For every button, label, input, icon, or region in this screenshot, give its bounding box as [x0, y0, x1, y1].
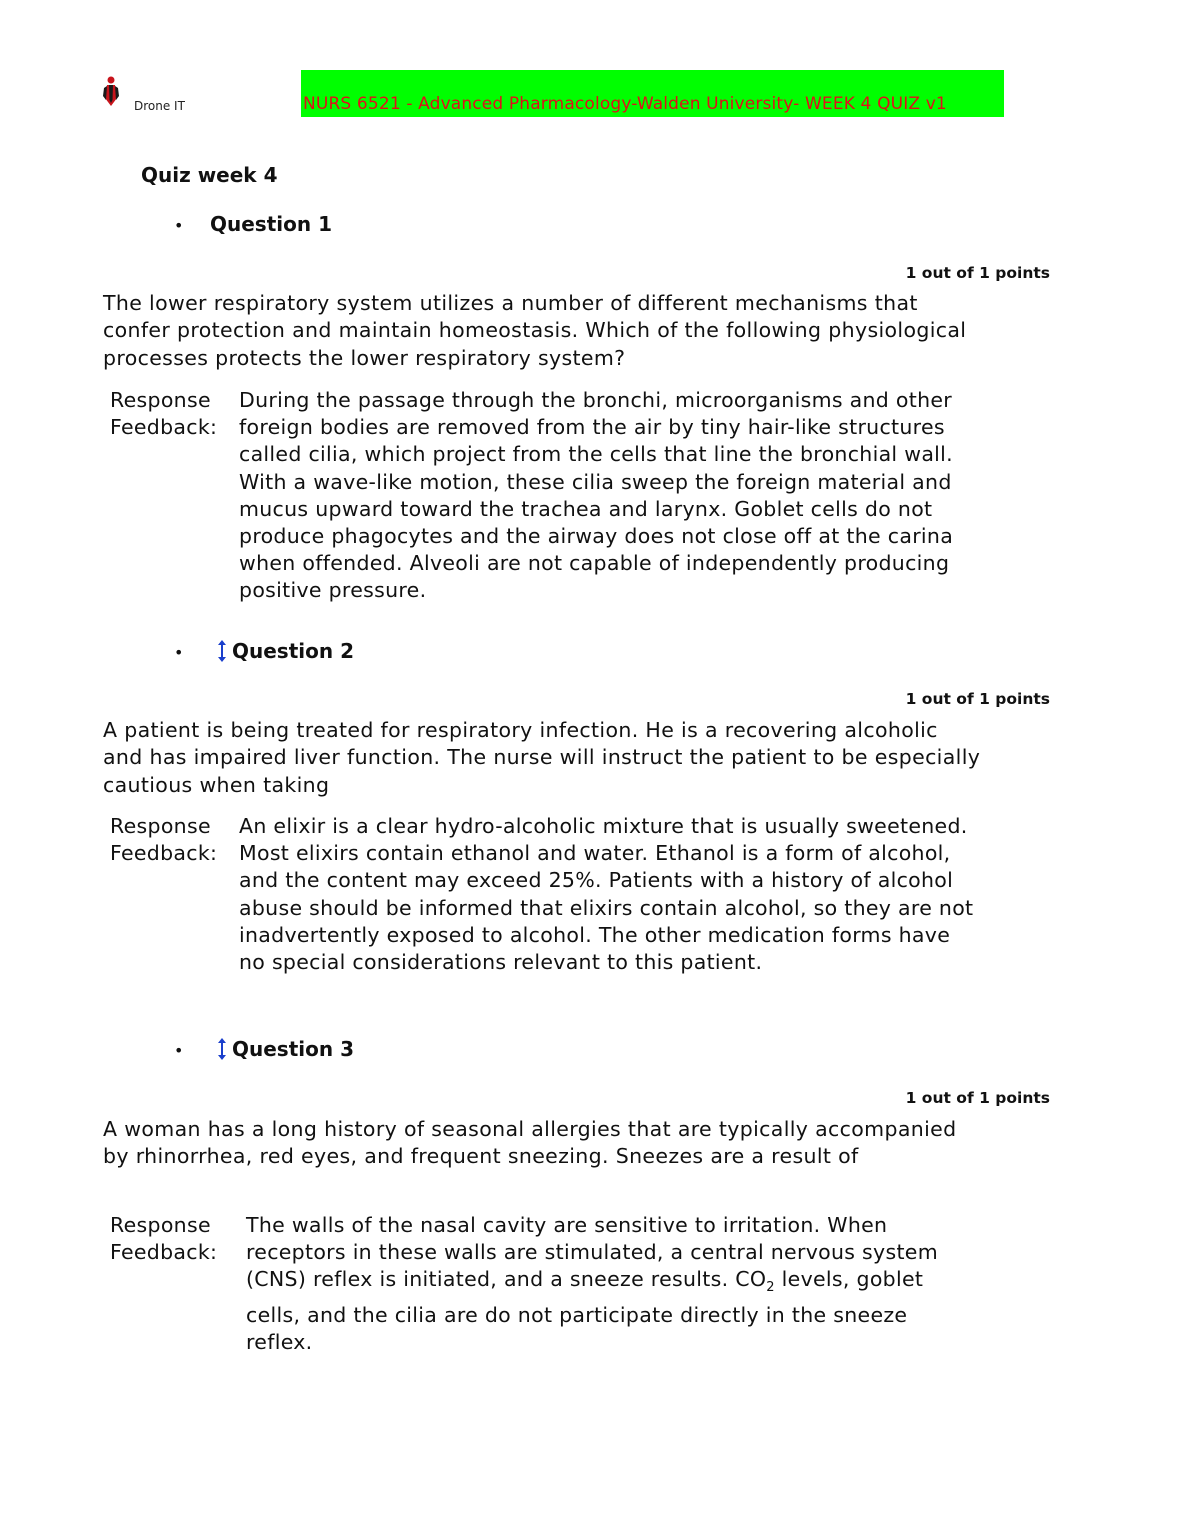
question-3-feedback: The walls of the nasal cavity are sensitive to irritation. When receptors in these walls are stimulated, a central nervous system (CNS) reflex is initiated, and a sneeze results. $CO_2$ levels, goblet cells, and the cilia are do not participate directly in the sneeze reflex. [246, 1213, 938, 1354]
question-1-feedback-label: Response Feedback: [110, 388, 218, 440]
drone-it-logo-icon [100, 76, 122, 110]
question-2-feedback-label: Response Feedback: [110, 814, 218, 866]
move-vertical-icon[interactable] [216, 1037, 228, 1061]
title-banner [301, 70, 1004, 117]
bullet: • [174, 216, 184, 235]
question-1-text: The lower respiratory system utilizes a number of different mechanisms that confer protection and maintain homeostasis. Which of the following physiological processes protects the lower respiratory system? [103, 291, 967, 370]
question-1-feedback: During the passage through the bronchi, microorganisms and other foreign bodies are removed from the air by tiny hair-like structures called cilia, which project from the cells that line the bronchial wall. With a wave-like motion, these cilia sweep the foreign material and mucus upward toward the trachea and larynx. Goblet cells do not produce phagocytes and the airway does not close off at the carina when offended. Alveoli are not capable of independently producing positive pressure. [239, 388, 954, 603]
question-3-points: 1 out of 1 points [905, 1089, 1050, 1107]
bullet: • [174, 643, 184, 662]
question-2-text: A patient is being treated for respiratory infection. He is a recovering alcoholic and has impaired liver function. The nurse will instruct the patient to be especially cautious when taking [103, 718, 981, 797]
question-2-label: Question 2 [232, 639, 354, 663]
question-2-feedback: An elixir is a clear hydro-alcoholic mixture that is usually sweetened. Most elixirs contain ethanol and water. Ethanol is a form of alcohol, and the content may exceed 25%. Patients with a history of alcohol abuse should be informed that elixirs contain alcohol, so they are not inadvertently exposed to alcohol. The other medication forms have no special considerations relevant to this patient. [239, 814, 974, 975]
brand-name: Drone IT [134, 99, 185, 113]
bullet: • [174, 1041, 184, 1060]
question-1-label: Question 1 [210, 212, 332, 236]
quiz-title: Quiz week 4 [141, 163, 278, 187]
question-3-text: A woman has a long history of seasonal allergies that are typically accompanied by rhinorrhea, red eyes, and frequent sneezing. Sneezes are a result of [103, 1117, 957, 1169]
question-2-points: 1 out of 1 points [905, 690, 1050, 708]
question-3-label: Question 3 [232, 1037, 354, 1061]
banner-title: NURS 6521 - Advanced Pharmacology-Walden University- WEEK 4 QUIZ v1 [303, 94, 947, 114]
question-1-points: 1 out of 1 points [905, 264, 1050, 282]
question-3-feedback-label: Response Feedback: [110, 1213, 218, 1265]
move-vertical-icon[interactable] [216, 639, 228, 663]
